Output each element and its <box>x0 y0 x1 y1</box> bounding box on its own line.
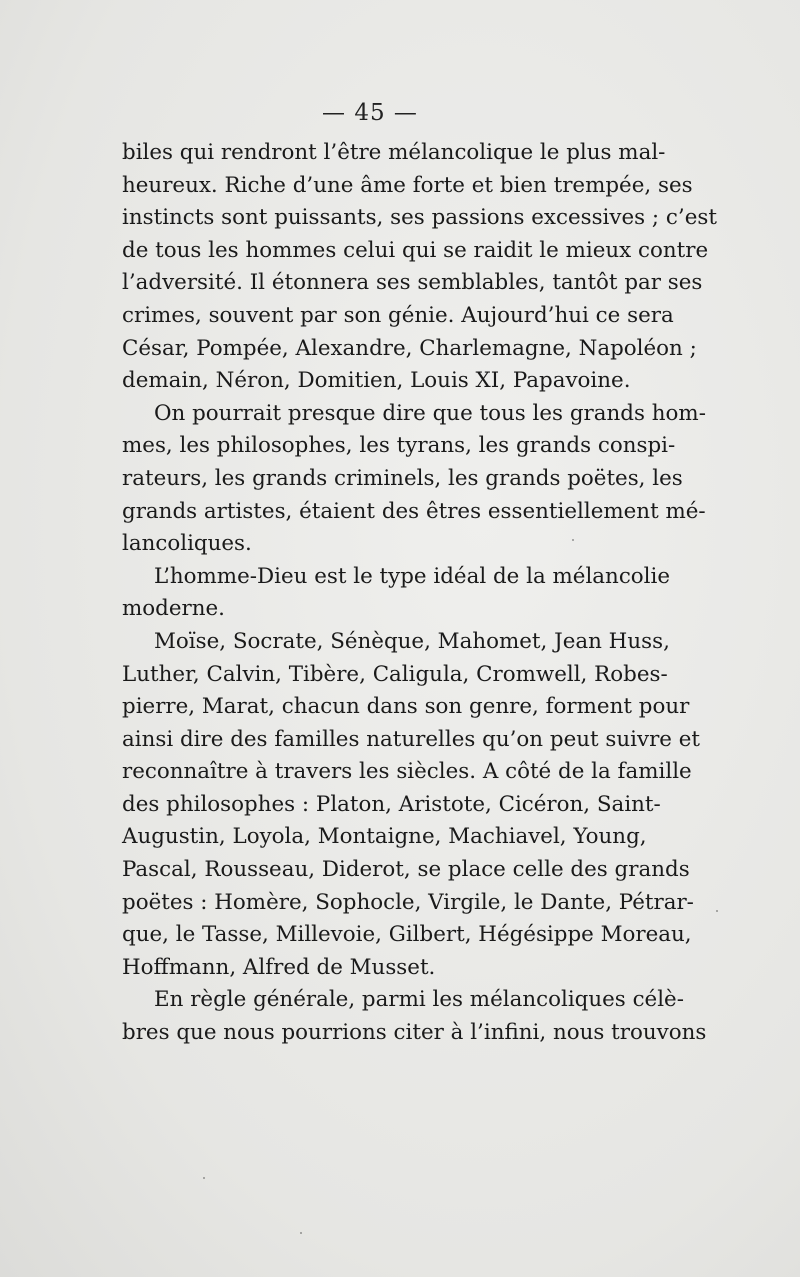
text-line: rateurs, les grands criminels, les grands poëtes, les <box>122 465 683 491</box>
text-line: de tous les hommes celui qui se raidit le mieux contre <box>122 237 709 263</box>
text-line: grands artistes, étaient des êtres essentiellement mé- <box>122 498 706 524</box>
text-line: César, Pompée, Alexandre, Charlemagne, Napoléon ; <box>122 335 697 361</box>
text-line: Hoffmann, Alfred de Musset. <box>122 954 436 980</box>
paragraph-4 <box>122 626 701 985</box>
text-line: poëtes : Homère, Sophocle, Virgile, le Dante, Pétrar- <box>122 889 694 915</box>
text-line: Moïse, Socrate, Sénèque, Mahomet, Jean Huss, <box>154 628 670 654</box>
text-line: reconnaître à travers les siècles. A côté de la famille <box>122 759 692 785</box>
paragraph-5 <box>122 984 707 1049</box>
text-line: On pourrait presque dire que tous les grands hom- <box>154 400 706 426</box>
text-line: Augustin, Loyola, Montaigne, Machiavel, Young, <box>122 824 647 850</box>
text-line: biles qui rendront l’être mélancolique le plus mal- <box>122 140 666 165</box>
text-line: heureux. Riche d’une âme forte et bien trempée, ses <box>122 172 693 198</box>
body-text <box>122 137 717 1050</box>
text-line: bres que nous pourrions citer à l’infini, nous trouvons <box>122 1020 707 1046</box>
text-line: l’adversité. Il étonnera ses semblables, tantôt par ses <box>122 270 703 296</box>
page-number: — 45 — <box>322 100 418 126</box>
paper-speck <box>716 910 718 912</box>
paragraph-3 <box>122 561 671 626</box>
text-line: Pascal, Rousseau, Diderot, se place celle des grands <box>122 857 690 883</box>
paragraph-1 <box>122 137 717 398</box>
text-line: mes, les philosophes, les tyrans, les grands conspi- <box>122 433 676 459</box>
text-line: moderne. <box>122 596 225 622</box>
text-line: des philosophes : Platon, Aristote, Cicéron, Saint- <box>122 791 661 817</box>
text-line: instincts sont puissants, ses passions excessives ; c’est <box>122 205 717 231</box>
text-line: demain, Néron, Domitien, Louis XI, Papavoine. <box>122 368 631 394</box>
text-line: Luther, Calvin, Tibère, Caligula, Cromwell, Robes- <box>122 661 668 687</box>
text-line: ainsi dire des familles naturelles qu’on peut suivre et <box>122 726 701 752</box>
paragraph-2 <box>122 398 706 561</box>
text-line: lancoliques. <box>122 531 252 557</box>
text-line: que, le Tasse, Millevoie, Gilbert, Hégésippe Moreau, <box>122 922 692 948</box>
paper-speck <box>572 539 574 541</box>
text-line: crimes, souvent par son génie. Aujourd’hui ce sera <box>122 302 674 328</box>
text-line: En règle générale, parmi les mélancoliques célè- <box>154 987 684 1013</box>
text-line: L’homme-Dieu est le type idéal de la mélancolie <box>154 563 671 589</box>
text-line: pierre, Marat, chacun dans son genre, forment pour <box>122 694 690 720</box>
paper-speck <box>300 1232 302 1234</box>
paper-speck <box>203 1177 205 1179</box>
